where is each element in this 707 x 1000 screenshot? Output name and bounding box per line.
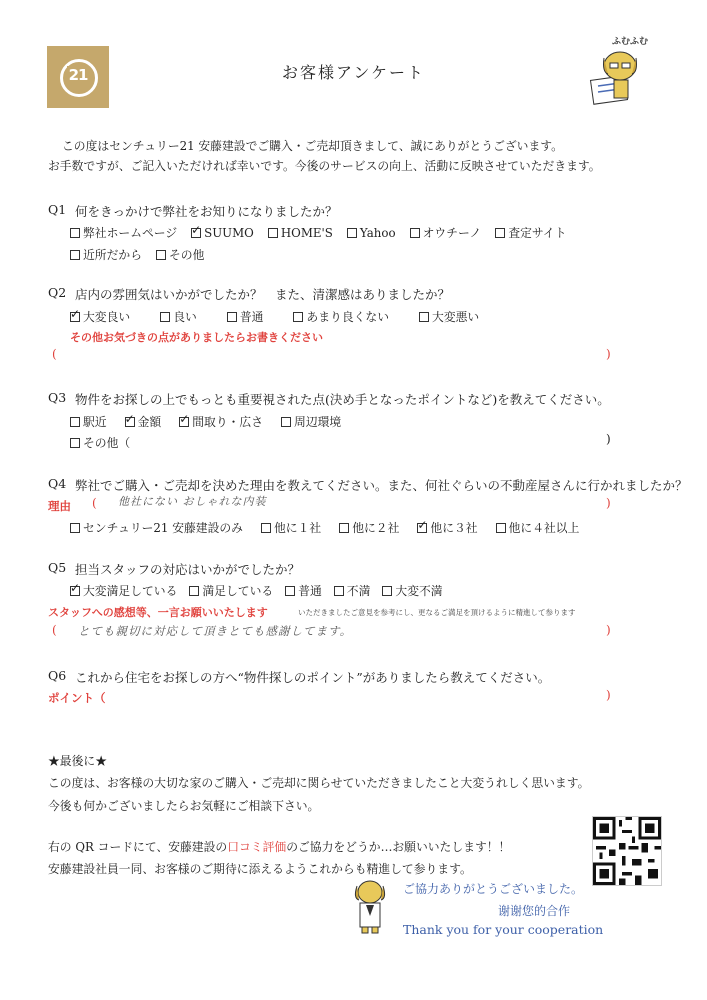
thanks-japanese: ご協力ありがとうございました。 [403,882,584,896]
q5-comment-answer[interactable]: とても親切に対応して頂きとても感謝してます。 [78,624,353,638]
paren-close: ) [606,623,611,637]
q1-option[interactable]: オウチーノ [410,224,482,241]
checkbox[interactable] [70,228,80,238]
paren-close: ) [606,688,611,702]
q1-option[interactable]: 近所だから [70,246,142,263]
checkbox-checked[interactable] [179,417,189,427]
q2-note: その他お気づきの点がありましたらお書きください [70,331,323,344]
q4-reason-label: 理由 [48,499,71,513]
qr-instruction: 右の QR コードにて、安藤建設の口コミ評価のご協力をどうか…お願いいたします！！ [48,840,511,854]
thanks-english: Thank you for your cooperation [403,922,604,937]
q4-options [70,519,579,536]
q4-option[interactable]: 他に１社 [261,519,321,536]
q5-label: Q5 [48,560,67,575]
paren-close: ) [606,496,611,510]
checkbox[interactable] [160,312,170,322]
q4-option[interactable]: センチュリー21 安藤建設のみ [70,519,243,536]
checkbox[interactable] [70,250,80,260]
q2-option[interactable]: 普通 [227,308,264,325]
thanks-chinese: 谢谢您的合作 [498,904,571,918]
checkbox[interactable] [70,417,80,427]
checkbox-checked[interactable] [417,523,427,533]
checkbox[interactable] [334,586,344,596]
q1-option[interactable]: HOME'S [268,224,333,241]
q5-option[interactable]: 満足している [189,582,273,599]
q4-question: 弊社でご購入・ご売却を決めた理由を教えてください。また、何社ぐらいの不動産屋さんに行かれましたか？ [75,478,688,493]
footer-line-1: この度は、お客様の大切な家のご購入・ご売却に関らせていただきましたこと大変うれしく思います。 [48,776,590,790]
paren-close: ) [606,432,611,446]
q3-label: Q3 [48,390,67,405]
q2-option[interactable]: 大変悪い [419,308,479,325]
q3-option[interactable]: 周辺環境 [281,413,341,430]
q2-option[interactable]: あまり良くない [293,308,389,325]
q2-option[interactable]: 良い [160,308,197,325]
q5-comment-label: スタッフへの感想等、一言お願いいたします [48,606,268,619]
paren-open: ( [92,496,97,510]
q3-option-other[interactable]: その他（ [70,434,130,451]
q5-comment-note: いただきましたご意見を参考にし、更なるご満足を頂けるように精進して参ります [298,608,576,617]
q4-option[interactable]: 他に２社 [339,519,399,536]
checkbox[interactable] [382,586,392,596]
mascot-dog-reading-icon [584,38,659,108]
q3-question: 物件をお探しの上でもっとも重要視された点(決め手となったポイントなど)を教えてください。 [75,392,610,407]
intro-line-2: お手数ですが、ご記入いただければ幸いです。今後のサービスの向上、活動に反映させていただきます。 [48,159,601,173]
century21-logo: 21 [47,46,109,108]
q1-options-row1 [70,224,566,241]
q3-option[interactable]: ✓ 金額 [125,413,162,430]
checkbox[interactable] [268,228,278,238]
q3-option[interactable]: 駅近 [70,413,107,430]
q3-other [70,434,130,451]
checkbox[interactable] [70,523,80,533]
closing-line: 安藤建設社員一同、お客様のご期待に添えるようこれからも精進して参ります。 [48,862,472,876]
q6-point-field[interactable] [110,690,600,706]
checkbox[interactable] [156,250,166,260]
q6-question: これから住宅をお探しの方へ“物件探しのポイント”がありましたら教えてください。 [75,670,551,685]
q2-option[interactable]: ✓ 大変良い [70,308,130,325]
q4-option[interactable]: 他に４社以上 [496,519,580,536]
q5-option[interactable]: 普通 [285,582,322,599]
checkbox[interactable] [70,438,80,448]
q4-reason-answer[interactable]: 他社にない おしゃれな内装 [118,495,267,508]
checkbox[interactable] [293,312,303,322]
checkbox[interactable] [419,312,429,322]
checkbox[interactable] [410,228,420,238]
paren-close: ) [606,347,611,361]
q5-options [70,582,443,599]
q1-option[interactable]: その他 [156,246,204,263]
q3-options [70,413,341,430]
q1-question: 何をきっかけで弊社をお知りになりましたか？ [75,204,338,219]
q2-question: 店内の雰囲気はいかがでしたか？ また、清潔感はありましたか？ [75,287,451,302]
q3-option[interactable]: ✓ 間取り・広さ [179,413,263,430]
mascot-dog-bowing-icon [345,876,395,936]
q2-comment-field[interactable] [64,350,604,366]
checkbox[interactable] [496,523,506,533]
checkbox[interactable] [261,523,271,533]
checkbox-checked[interactable] [191,228,201,238]
checkbox[interactable] [347,228,357,238]
q6-point-label: ポイント（ [48,691,106,705]
q1-label: Q1 [48,202,67,217]
mascot-caption: ふむふむ [612,37,649,47]
checkbox[interactable] [281,417,291,427]
checkbox[interactable] [227,312,237,322]
q5-option[interactable]: 不満 [334,582,371,599]
q4-option[interactable]: ✓ 他に３社 [417,519,477,536]
q6-label: Q6 [48,668,67,683]
checkbox-checked[interactable] [125,417,135,427]
q1-options-row2 [70,246,204,263]
q1-option[interactable]: Yahoo [347,224,396,241]
footer-line-2: 今後も何かございましたらお気軽にご相談下さい。 [48,799,320,813]
q1-option[interactable]: 弊社ホームページ [70,224,177,241]
q1-option[interactable]: 査定サイト [495,224,566,241]
review-qr-code[interactable] [592,816,662,886]
paren-open: ( [52,347,57,361]
q5-question: 担当スタッフの対応はいかがでしたか？ [75,562,301,577]
footer-heading: ★最後に★ [48,754,107,768]
q5-option[interactable]: ✓ 大変満足している [70,582,177,599]
q2-options [70,308,479,325]
checkbox[interactable] [495,228,505,238]
checkbox[interactable] [189,586,199,596]
q1-option[interactable]: ✓ SUUMO [191,224,254,241]
q2-label: Q2 [48,285,67,300]
paren-open: ( [52,623,57,637]
checkbox-checked[interactable] [70,312,80,322]
intro-line-1: この度はセンチュリー21 安藤建設でご購入・ご売却頂きまして、誠にありがとうございます。 [62,139,563,153]
checkbox-checked[interactable] [70,586,80,596]
page-title: お客様アンケート [281,63,426,82]
checkbox[interactable] [339,523,349,533]
q4-label: Q4 [48,476,67,491]
q5-option[interactable]: 大変不満 [382,582,442,599]
review-highlight: 口コミ評価 [227,840,287,854]
checkbox[interactable] [285,586,295,596]
